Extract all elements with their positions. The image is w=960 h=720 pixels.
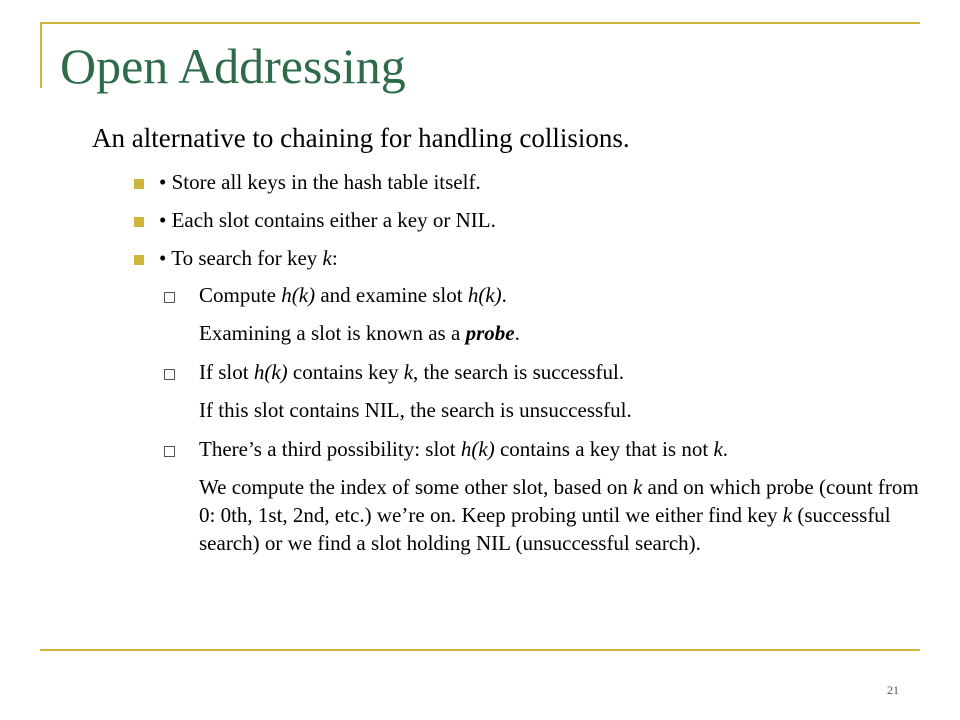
checkbox-bullet-icon: [164, 446, 175, 457]
sub-note-probe: Examining a slot is known as a probe.: [199, 321, 520, 345]
sub-item-compute: Compute h(k) and examine slot h(k).: [199, 283, 507, 307]
bullet-square-icon: [134, 255, 144, 265]
sub-item-successful: If slot h(k) contains key k, the search is successful.: [199, 360, 625, 384]
checkbox-bullet-icon: [164, 292, 175, 303]
bottom-rule: [40, 649, 920, 651]
left-rule: [40, 22, 42, 88]
bullet-square-icon: [134, 217, 144, 227]
bullet-item-search: • To search for key k:: [159, 246, 338, 270]
bullet-item: • Store all keys in the hash table itself.: [159, 170, 481, 194]
bullet-item: • Each slot contains either a key or NIL.: [159, 208, 496, 232]
slide-title: Open Addressing: [60, 38, 406, 94]
sub-note-unsuccessful: If this slot contains NIL, the search is unsuccessful.: [199, 398, 632, 422]
checkbox-bullet-icon: [164, 369, 175, 380]
sub-item-third: There’s a third possibility: slot h(k) contains a key that is not k.: [199, 437, 729, 461]
slide-subtitle: An alternative to chaining for handling collisions.: [92, 123, 630, 153]
top-rule: [40, 22, 920, 24]
page-number: 21: [887, 683, 899, 697]
bullet-square-icon: [134, 179, 144, 189]
explanation-paragraph: We compute the index of some other slot, based on k and on which probe (count from 0: 0th, 1st, 2nd, etc.) we’re on. Keep probing until we either find key k (successful search) or we find a slot holding NIL (unsuccessful search).: [199, 475, 919, 555]
